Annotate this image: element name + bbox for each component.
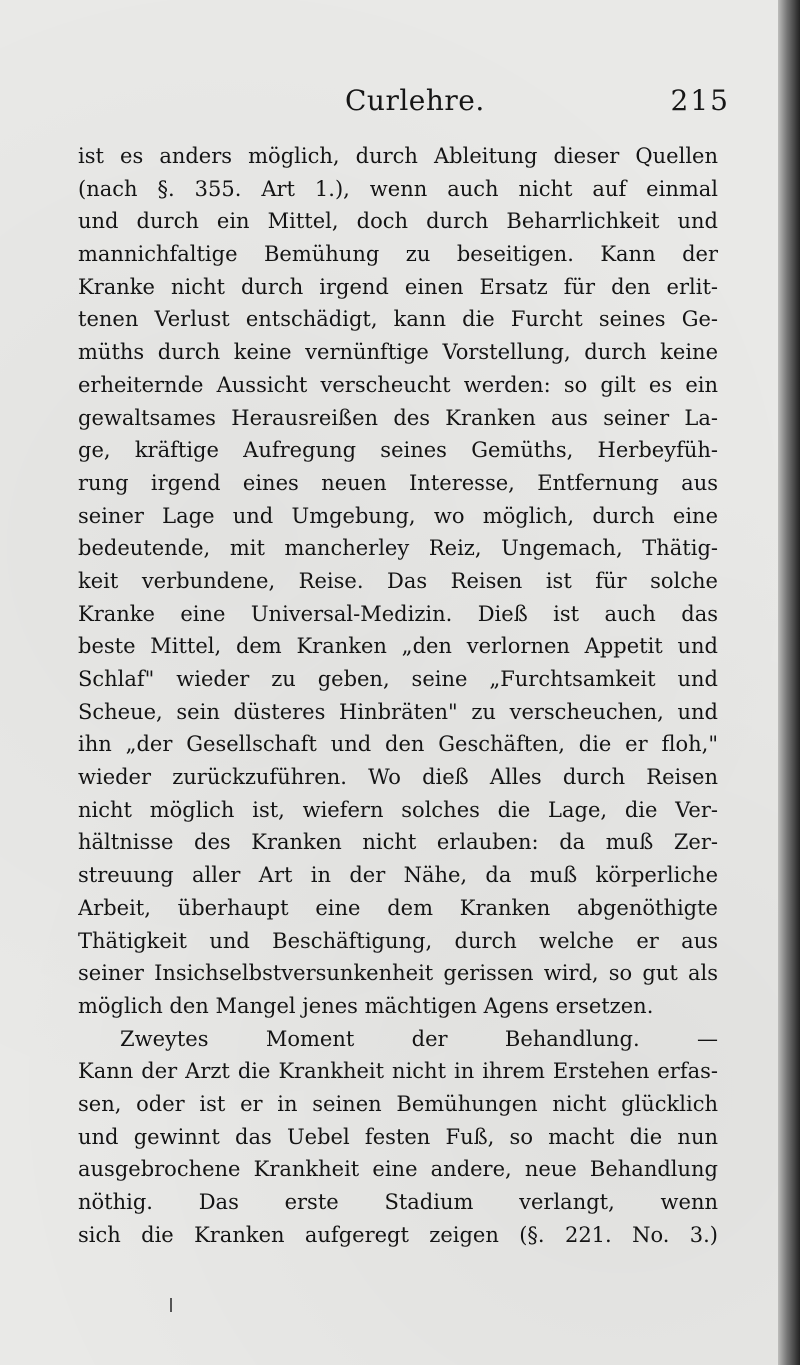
text-line: keit verbundene, Reise. Das Reisen ist für solche (78, 568, 718, 593)
text-line: und durch ein Mittel, doch durch Beharrlichkeit und (78, 209, 718, 234)
text-line: Thätigkeit und Beschäftigung, durch welche er aus (78, 928, 718, 953)
page-number: 215 (670, 84, 730, 117)
text-line: möglich den Mangel jenes mächtigen Agens ersetzen. (78, 993, 654, 1018)
text-line: wieder zurückzuführen. Wo dieß Alles durch Reisen (78, 765, 718, 790)
page-header (80, 80, 730, 130)
text-line: beste Mittel, dem Kranken „den verlornen Appetit und (78, 634, 718, 659)
text-line: und gewinnt das Uebel festen Fuß, so macht die nun (78, 1124, 718, 1149)
text-line: Kann der Arzt die Krankheit nicht in ihrem Erstehen erfas- (78, 1059, 718, 1084)
text-line: nöthig. Das erste Stadium verlangt, wenn (78, 1190, 718, 1214)
text-line: ihn „der Gesellschaft und den Geschäften, die er floh," (78, 732, 718, 757)
text-line: nicht möglich ist, wiefern solches die Lage, die Ver- (78, 797, 718, 822)
text-line: tenen Verlust entschädigt, kann die Furcht seines Ge- (78, 307, 718, 332)
text-line: ge, kräftige Aufregung seines Gemüths, Herbeyfüh- (78, 438, 718, 463)
section-heading-line: Zweytes Moment der Behandlung. — (120, 1026, 718, 1051)
text-line: erheiternde Aussicht verscheucht werden: so gilt es ein (78, 372, 718, 397)
text-line: bedeutende, mit mancherley Reiz, Ungemach, Thätig- (78, 536, 718, 561)
ink-mark (170, 1298, 172, 1312)
text-line: gewaltsames Herausreißen des Kranken aus seiner La- (78, 405, 718, 430)
text-line: mannichfaltige Bemühung zu beseitigen. Kann der (78, 242, 718, 267)
text-line: Arbeit, überhaupt eine dem Kranken abgenöthigte (78, 895, 718, 920)
text-line: seiner Lage und Umgebung, wo möglich, durch eine (78, 503, 718, 528)
text-line: müths durch keine vernünftige Vorstellung, durch keine (78, 340, 718, 365)
body-text (78, 140, 718, 1251)
text-line: Schlaf" wieder zu geben, seine „Furchtsamkeit und (78, 667, 718, 691)
text-line: rung irgend eines neuen Interesse, Entfernung aus (78, 470, 718, 495)
text-line: Kranke eine Universal-Medizin. Dieß ist auch das (78, 601, 718, 626)
page-edge-shadow (778, 0, 800, 1365)
text-line: sich die Kranken aufgeregt zeigen (§. 221. No. 3.) (78, 1222, 718, 1247)
text-line: hältnisse des Kranken nicht erlauben: da muß Zer- (78, 830, 718, 855)
text-line: Scheue, sein düsteres Hinbräten" zu verscheuchen, und (78, 699, 718, 724)
text-line: ist es anders möglich, durch Ableitung dieser Quellen (78, 144, 718, 168)
text-line: seiner Insichselbstversunkenheit gerissen wird, so gut als (78, 961, 718, 986)
text-line: streuung aller Art in der Nähe, da muß körperliche (78, 863, 718, 888)
text-line: ausgebrochene Krankheit eine andere, neue Behandlung (78, 1157, 718, 1182)
text-line: sen, oder ist er in seinen Bemühungen nicht glücklich (78, 1091, 718, 1116)
text-line: Kranke nicht durch irgend einen Ersatz für den erlit- (78, 274, 718, 299)
text-line: (nach §. 355. Art 1.), wenn auch nicht auf einmal (78, 176, 718, 201)
running-head: Curlehre. (345, 84, 485, 117)
